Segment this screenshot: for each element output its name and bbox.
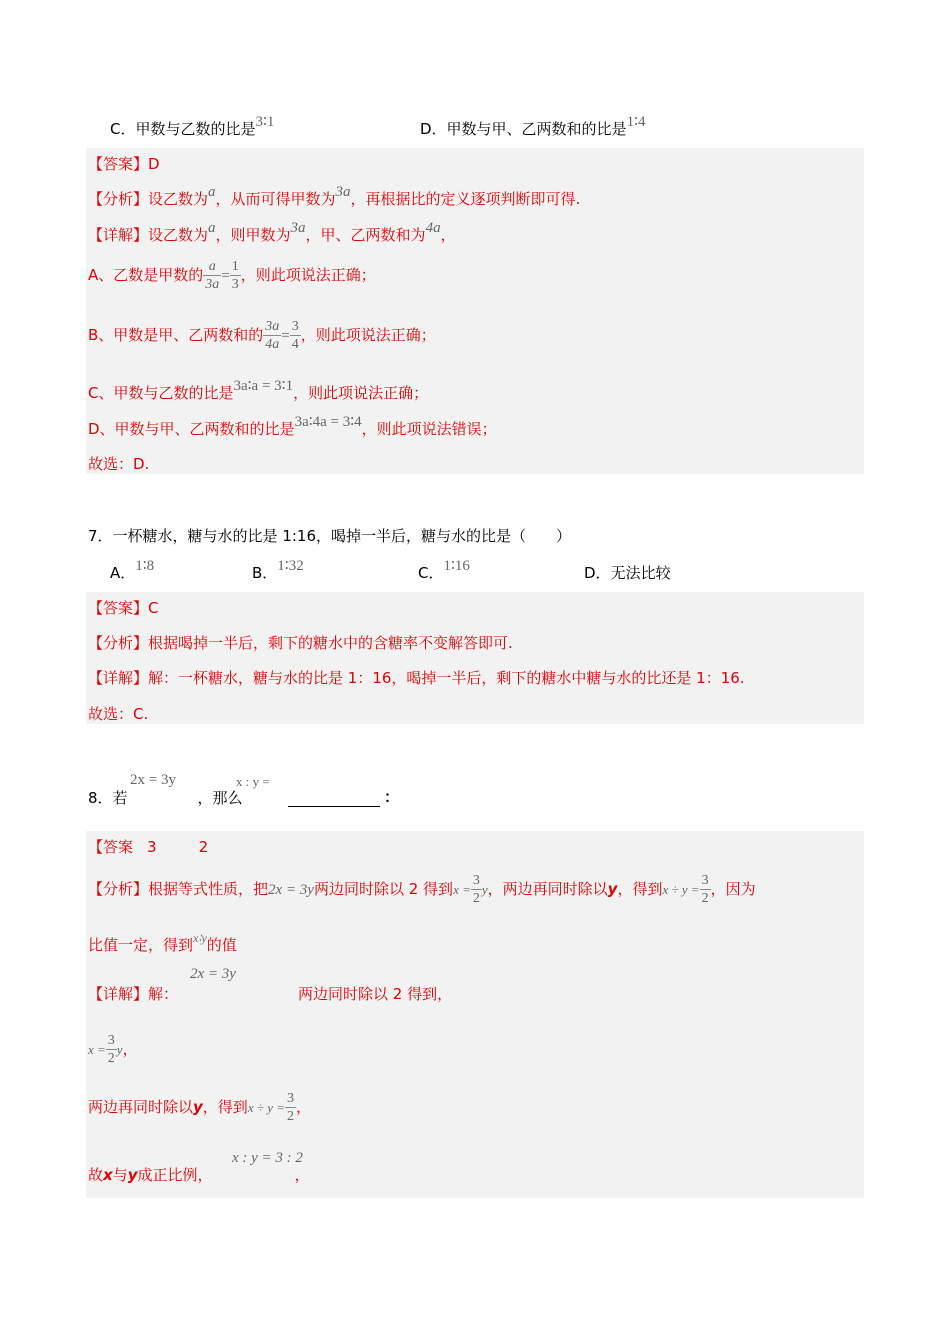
analysis-text: 的值 — [206, 936, 237, 954]
q8-stem — [88, 787, 243, 808]
numerator: 3 — [472, 873, 480, 888]
q8-condition-math: 2x = 3y — [130, 772, 176, 788]
analysis-tag: 【分析】 — [88, 634, 149, 652]
analysis-text: ，再根据比的定义逐项判断即可得. — [350, 190, 581, 208]
detail-text: 解：一杯糖水，糖与水的比是 1：16，喝掉一半后，剩下的糖水中糖与水的比还是 1：16. — [148, 669, 745, 687]
answer-tag: 【答案】 — [88, 155, 149, 173]
q6-option-d-label: D．甲数与甲、乙两数和的比是 — [420, 120, 627, 138]
detail-text: 两边再同时除以 — [88, 1098, 194, 1116]
q6-line-c — [88, 378, 429, 403]
q8-analysis — [88, 872, 756, 907]
detail-text: 设乙数为 — [148, 226, 209, 244]
math-equation: 2x = 3y — [268, 882, 314, 898]
fraction — [203, 258, 221, 293]
answer-value: C — [148, 599, 159, 617]
analysis-text: ，从而可得甲数为 — [215, 190, 336, 208]
fraction — [230, 258, 241, 293]
option-text: 无法比较 — [610, 564, 671, 582]
fraction — [106, 1032, 117, 1067]
line-text: A、乙数是甲数的 — [88, 266, 204, 284]
analysis-tag: 【分析】 — [88, 880, 149, 898]
q8-detail-line2 — [88, 1032, 138, 1067]
math-ratio: x∶y — [193, 931, 207, 945]
option-math: 1∶16 — [443, 558, 470, 574]
detail-text: ， — [440, 226, 456, 244]
q8-detail-line3 — [88, 1090, 311, 1125]
q6-option-d — [420, 114, 646, 139]
answer-value: D — [148, 155, 160, 173]
line-text: ，则此项说法正确； — [293, 384, 429, 402]
q6-conclusion: 故选：D. — [88, 455, 150, 473]
numerator: 3 — [107, 1033, 115, 1048]
fraction — [290, 318, 301, 353]
option-label: D． — [584, 564, 611, 582]
math-3a: 3a — [290, 220, 306, 236]
q6-option-d-math: 1∶4 — [626, 114, 646, 130]
q7-solution-box — [86, 592, 864, 724]
q7-option-d — [584, 562, 671, 583]
answer-blank — [288, 790, 380, 807]
q7-conclusion: 故选：C. — [88, 705, 149, 723]
math-a: a — [208, 184, 216, 200]
detail-text: ，得到 — [202, 1098, 248, 1116]
fraction — [285, 1090, 296, 1125]
numerator: 3a — [265, 319, 280, 334]
q7-option-c — [418, 558, 470, 583]
analysis-text: 根据喝掉一半后，剩下的糖水中的含糖率不变解答即可. — [148, 634, 513, 652]
q8-colon: ： — [384, 788, 400, 806]
option-math: 1∶32 — [277, 558, 304, 574]
math-left: x = — [88, 1042, 106, 1057]
q7-answer — [88, 597, 159, 618]
math-left: x = — [453, 882, 471, 897]
math-4a: 4a — [425, 220, 441, 236]
q8-detail-line4 — [88, 1164, 310, 1185]
detail-tag: 【详解】 — [88, 985, 149, 1003]
line-text: ，则此项说法错误； — [361, 420, 497, 438]
option-label: B． — [252, 564, 278, 582]
analysis-text: ，因为 — [710, 880, 756, 898]
detail-text: ，则甲数为 — [215, 226, 291, 244]
math-ratio: 3a∶4a = 3∶4 — [294, 414, 362, 430]
math-left: x ÷ y = — [662, 882, 700, 897]
analysis-text: 设乙数为 — [148, 190, 209, 208]
option-label: C． — [418, 564, 444, 582]
q6-detail — [88, 220, 456, 245]
denominator: 4 — [291, 337, 299, 352]
q8-detail-math: 2x = 3y — [190, 966, 236, 982]
q7-analysis — [88, 632, 513, 653]
line-text: B、甲数是甲、乙两数和的 — [88, 326, 264, 344]
denominator: 3a — [205, 277, 220, 292]
math-a: a — [208, 220, 216, 236]
q6-option-c — [110, 114, 275, 139]
q8-blank — [288, 786, 399, 807]
detail-text: ， — [122, 1040, 138, 1058]
q7-option-a — [110, 558, 155, 583]
answer-tag: 【答案】 — [88, 599, 149, 617]
q7-stem: 7．一杯糖水，糖与水的比是 1:16，喝掉一半后，糖与水的比是（ ） — [88, 527, 571, 545]
q8-mid: ，那么 — [197, 789, 243, 807]
numerator: 3 — [287, 1091, 295, 1106]
denominator: 2 — [107, 1051, 115, 1066]
math-left: x ÷ y = — [247, 1100, 286, 1115]
answer-value: 2 — [198, 838, 209, 856]
math-right: y — [481, 882, 488, 897]
q6-option-c-label: C．甲数与乙数的比是 — [110, 120, 256, 138]
q8-ratio-math: x : y = — [236, 774, 270, 789]
q8-detail — [88, 983, 452, 1004]
detail-text: 与 — [112, 1166, 128, 1184]
line-text: D、甲数与甲、乙两数和的比是 — [88, 420, 295, 438]
detail-text: 故 — [88, 1166, 104, 1184]
denominator: 3 — [231, 277, 239, 292]
denominator: 2 — [701, 891, 709, 906]
q8-detail-ratio-math: x : y = 3 : 2 — [232, 1150, 303, 1166]
answer-value: 3 — [147, 838, 157, 856]
denominator: 2 — [287, 1109, 295, 1124]
option-label: A． — [110, 564, 136, 582]
variable-y: y — [193, 1098, 203, 1116]
line-text: ，则此项说法正确； — [240, 266, 376, 284]
option-math: 1∶8 — [135, 558, 155, 574]
variable-x: x — [103, 1166, 113, 1184]
q6-option-c-math: 3∶1 — [255, 114, 275, 130]
analysis-tag: 【分析】 — [88, 190, 149, 208]
math-3a: 3a — [335, 184, 351, 200]
q6-line-a — [88, 258, 376, 293]
analysis-text: 两边同时除以 2 得到 — [313, 880, 454, 898]
detail-tag: 【详解】 — [88, 226, 149, 244]
detail-text: ， — [294, 1166, 310, 1184]
numerator: 3 — [291, 319, 299, 334]
variable-y: y — [607, 880, 618, 898]
analysis-text: ，两边再同时除以 — [487, 880, 608, 898]
q6-analysis — [88, 184, 581, 209]
analysis-text: ，得到 — [617, 880, 663, 898]
detail-text: 解： — [148, 985, 179, 1003]
numerator: 3 — [701, 873, 709, 888]
numerator: 1 — [231, 259, 239, 274]
q7-option-b — [252, 558, 304, 583]
q8-prefix: 8．若 — [88, 789, 128, 807]
q7-detail — [88, 667, 745, 688]
detail-text: ， — [296, 1098, 312, 1116]
math-ratio: 3a∶a = 3∶1 — [233, 378, 294, 394]
math-right: y — [116, 1042, 123, 1057]
detail-text: 成正比例， — [137, 1166, 213, 1184]
analysis-text: 根据等式性质，把 — [148, 880, 269, 898]
q8-analysis-line2 — [88, 931, 237, 955]
line-text: C、甲数与乙数的比是 — [88, 384, 234, 402]
variable-y: y — [127, 1166, 138, 1184]
denominator: 2 — [472, 891, 480, 906]
answer-tag: 【答案 — [88, 838, 134, 856]
line-text: ，则此项说法正确； — [300, 326, 436, 344]
detail-text: ，甲、乙两数和为 — [305, 226, 426, 244]
denominator: 4a — [265, 337, 280, 352]
fraction — [471, 872, 482, 907]
detail-text: 两边同时除以 2 得到， — [298, 985, 453, 1003]
q6-line-b — [88, 318, 436, 353]
analysis-text: 比值一定，得到 — [88, 936, 194, 954]
equals-sign: = — [281, 328, 290, 344]
fraction — [263, 318, 281, 353]
equals-sign: = — [221, 268, 230, 284]
fraction — [700, 872, 711, 907]
numerator: a — [208, 259, 216, 274]
detail-tag: 【详解】 — [88, 669, 149, 687]
q6-line-d — [88, 414, 497, 439]
q6-answer — [88, 153, 160, 174]
q8-answer — [88, 836, 208, 857]
